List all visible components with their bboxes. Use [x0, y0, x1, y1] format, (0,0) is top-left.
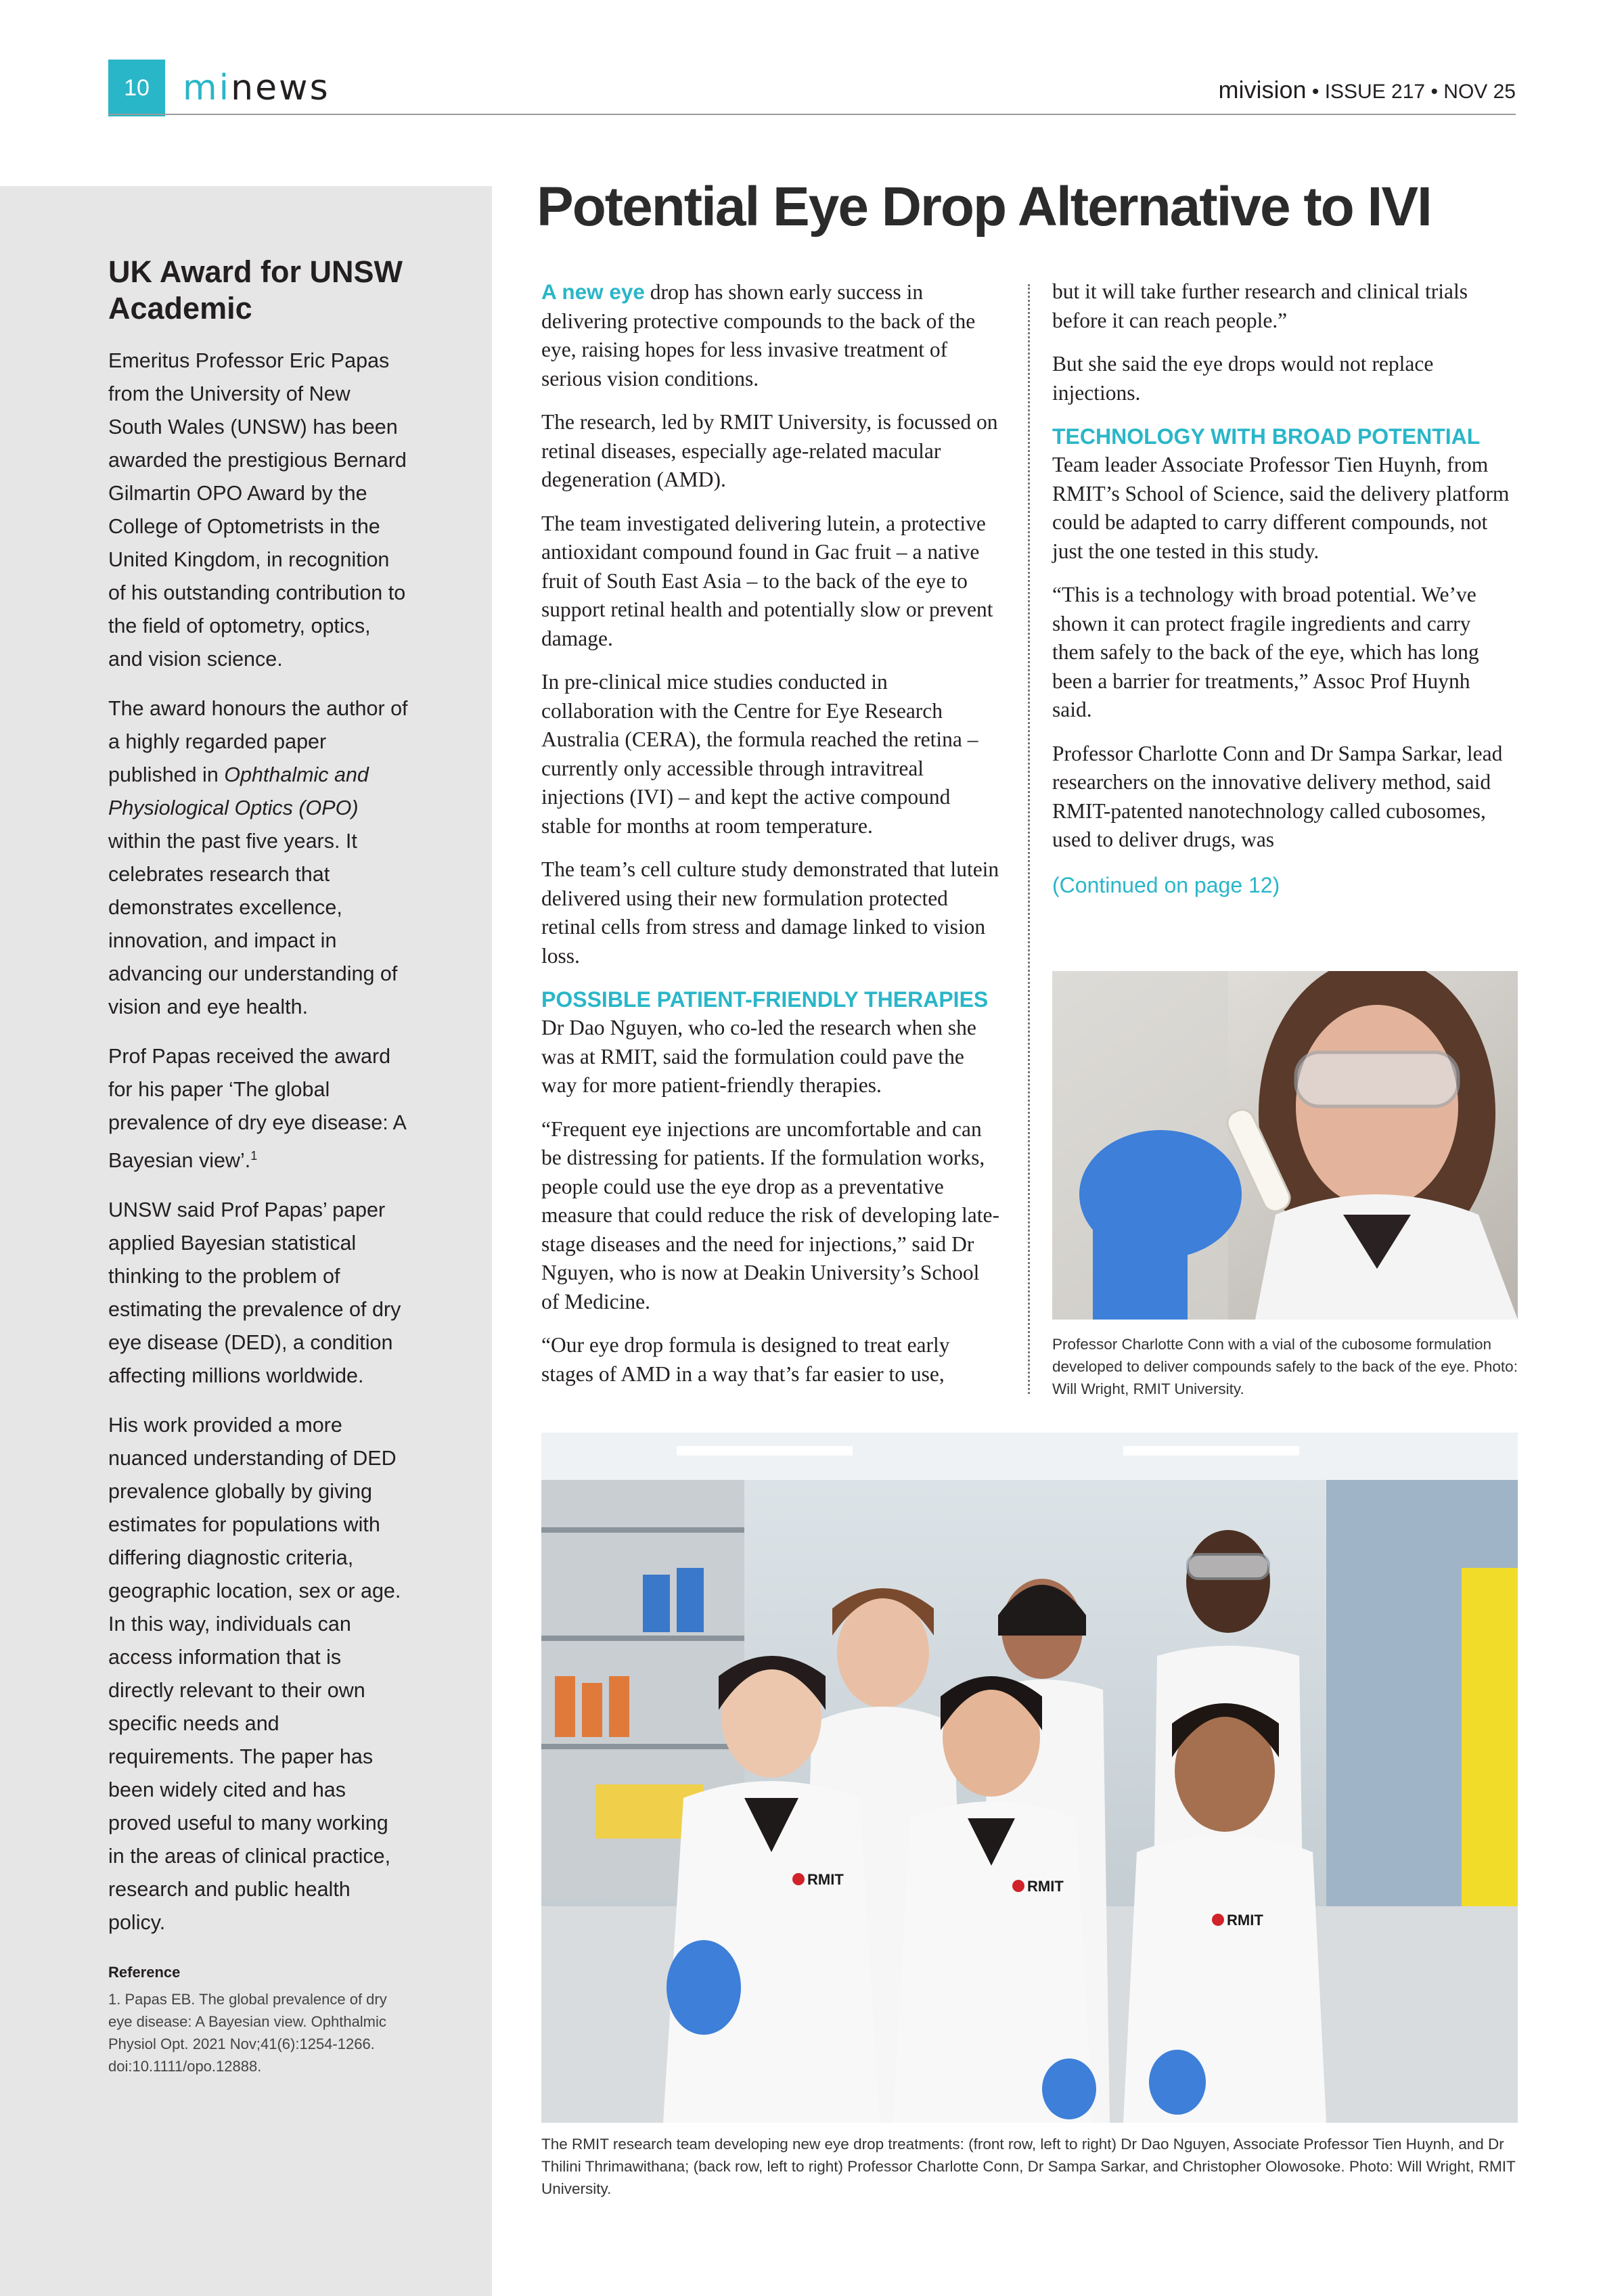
reference-heading: Reference [108, 1964, 181, 1981]
article-column-1 [541, 277, 1001, 1403]
article-paragraph: “Our eye drop formula is designed to treat early stages of AMD in a way that’s far easier to use, [541, 1333, 950, 1386]
magazine-name: mivision [1218, 76, 1307, 104]
article-column-2 [1052, 277, 1512, 899]
page-number: 10 [108, 60, 165, 116]
sidebar-panel [0, 186, 492, 2296]
column-divider [1028, 284, 1030, 1394]
sidebar-paragraph: Emeritus Professor Eric Papas from the University of New South Wales (UNSW) has been awarded the prestigious Bernard Gilmartin OPO Award by the College of Optometrists in the United Kingdom, in recognition of his outstanding contribution to the field of optometry, optics, and vision science. [108, 349, 407, 671]
article-paragraph: In pre-clinical mice studies conducted in collaboration with the Centre for Eye Research Australia (CERA), the formula reached the retina – currently only accessible through intravitreal injections (IVI) – and kept the active compound stable for months at room temperature. [541, 670, 978, 838]
sidebar-text: The award honours the author of a highly regarded paper published in [108, 697, 408, 786]
lede-text: A new eye [541, 279, 645, 304]
article-paragraph: Dr Dao Nguyen, who co-led the research when she was at RMIT, said the formulation could pave the way for more patient-friendly therapies. [541, 1016, 976, 1097]
article-paragraph: The team investigated delivering lutein, a protective antioxidant compound found in Gac fruit – a native fruit of South East Asia – to the back of the eye to support retinal health and potentially slow or prevent damage. [541, 511, 993, 650]
sidebar-text: within the past five years. It celebrates research that demonstrates excellence, innovation, and impact in advancing our understanding of vision and eye health. [108, 830, 398, 1018]
photo-caption: The RMIT research team developing new eye drop treatments: (front row, left to right) Dr Dao Nguyen, Associate Professor Tien Huynh, and Dr Thilini Thrimawithana; (back row, left to right) Professor Charlotte Conn, Dr Sampa Sarkar, and Christopher Olowosoke. Photo: Will Wright, RMIT University. [541, 2136, 1516, 2197]
sidebar-paragraph [108, 1040, 409, 1177]
team-photo-illustration [541, 1433, 1518, 2123]
subheading: TECHNOLOGY WITH BROAD POTENTIAL [1052, 424, 1481, 449]
article-paragraph: But she said the eye drops would not replace injections. [1052, 352, 1434, 405]
coat-logo: RMIT [1027, 1878, 1064, 1895]
sidebar-article [108, 254, 409, 2077]
sidebar-paragraph: UNSW said Prof Papas’ paper applied Bayesian statistical thinking to the problem of estimating the prevalence of dry eye disease (DED), a condition affecting millions worldwide. [108, 1198, 401, 1388]
article-paragraph: Professor Charlotte Conn and Dr Sampa Sarkar, lead researchers on the innovative delivery method, said RMIT-patented nanotechnology called cubosomes, used to deliver drugs, was [1052, 741, 1503, 851]
issue-info [1218, 76, 1516, 104]
sidebar-title: UK Award for UNSW Academic [108, 254, 403, 325]
brand-suffix: news [231, 68, 330, 108]
article-paragraph: “This is a technology with broad potential. We’ve shown it can protect fragile ingredients and carry them safely to the back of the eye, which has long been a barrier for treatments,” Assoc Prof Huynh said. [1052, 583, 1479, 721]
photo-illustration [1052, 971, 1518, 1320]
section-brand [183, 60, 330, 116]
photo-researcher-vial [1052, 971, 1518, 1320]
footnote-marker: 1 [250, 1149, 258, 1163]
article-text: drop has shown early success in delivering protective compounds to the back of the eye, raising hopes for less invasive treatment of serious vision conditions. [541, 280, 976, 390]
photo-research-team [541, 1433, 1518, 2123]
article-paragraph [541, 277, 1001, 393]
brand-prefix: mi [183, 68, 231, 108]
journal-name: Ophthalmic and Physiological Optics (OPO) [108, 763, 369, 819]
issue-number: • ISSUE 217 • NOV 25 [1306, 81, 1516, 103]
continued-link[interactable]: (Continued on page 12) [1052, 872, 1280, 897]
photo-caption: Professor Charlotte Conn with a vial of the cubosome formulation developed to deliver compounds safely to the back of the eye. Photo: Will Wright, RMIT University. [1052, 1336, 1518, 1397]
article-paragraph: “Frequent eye injections are uncomfortable and can be distressing for patients. If the formulation works, people could use the eye drop as a preventative measure that could reduce the risk of developing late-stage diseases and the need for injections,” said Dr Nguyen, who is now at Deakin University’s School of Medicine. [541, 1117, 999, 1313]
header-rule [108, 114, 1516, 115]
article-title: Potential Eye Drop Alternative to IVI [537, 176, 1431, 238]
article-paragraph: The research, led by RMIT University, is focussed on retinal diseases, especially age-related macular degeneration (AMD). [541, 410, 998, 491]
sidebar-paragraph: His work provided a more nuanced understanding of DED prevalence globally by giving estimates for populations with differing diagnostic criteria, geographic location, sex or age. In this way, individuals can access information that is directly relevant to their own specific needs and requirements. The paper has been widely cited and has proved useful to many working in the areas of clinical practice, research and public health policy. [108, 1414, 401, 1935]
sidebar-paragraph [108, 692, 409, 1024]
subheading: POSSIBLE PATIENT-FRIENDLY THERAPIES [541, 987, 989, 1012]
article-paragraph: but it will take further research and clinical trials before it can reach people.” [1052, 279, 1468, 332]
coat-logo: RMIT [807, 1871, 844, 1888]
coat-logo: RMIT [1227, 1912, 1263, 1929]
reference-text: 1. Papas EB. The global prevalence of dry eye disease: A Bayesian view. Ophthalmic Physiol Opt. 2021 Nov;41(6):1254-1266. doi:10.1111/opo.12888. [108, 1991, 387, 2075]
article-paragraph: Team leader Associate Professor Tien Huynh, from RMIT’s School of Science, said the delivery platform could be adapted to carry different compounds, not just the one tested in this study. [1052, 453, 1510, 563]
article-paragraph: The team’s cell culture study demonstrated that lutein delivered using their new formulation protected retinal cells from stress and damage linked to vision loss. [541, 857, 999, 968]
sidebar-text: Prof Papas received the award for his paper ‘The global prevalence of dry eye disease: A Bayesian view’. [108, 1045, 406, 1173]
